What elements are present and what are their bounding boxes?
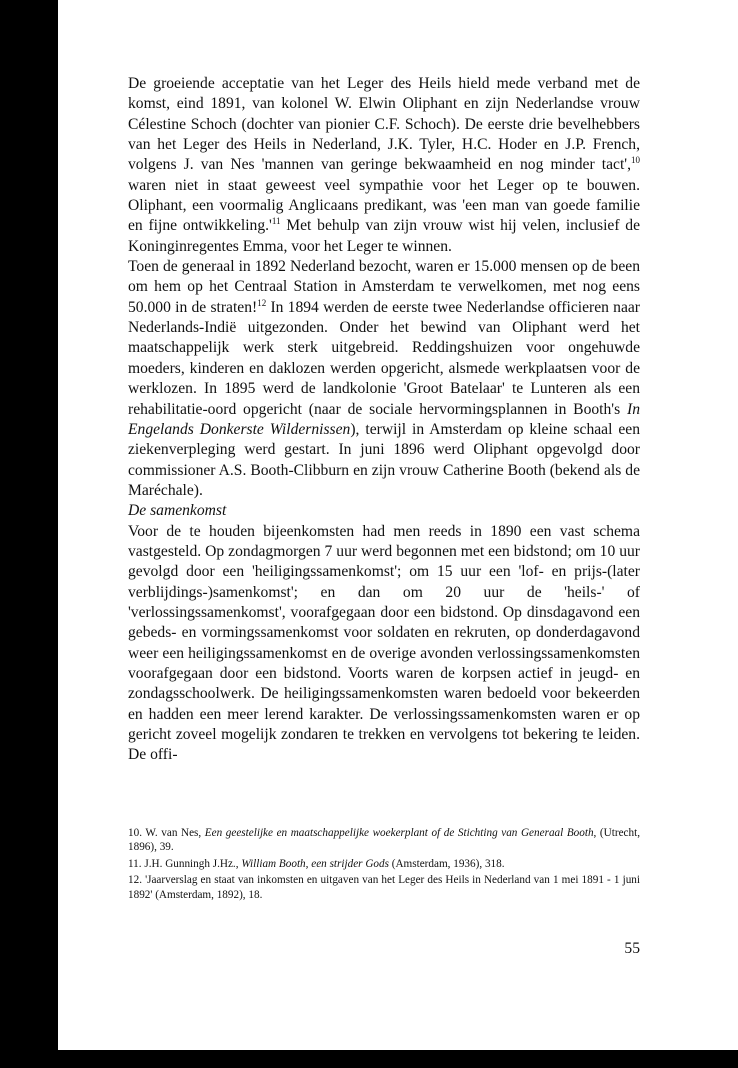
book-title: In Engelands Donkerste Wildernissen [128, 400, 640, 438]
paragraph-oliphant: De groeiende acceptatie van het Leger des Heils hield mede verband met de komst, eind 1891, van kolonel W. Elwin Oliphant en zijn Nederlandse vrouw Célestine Schoch (dochter van pionier C.F. Schoch). De eerste drie bevelhebbers van het Leger des Heils in Nederland, J.K. Tyler, H.C. Hoder en J.P. French, volgens J. van Nes 'mannen van geringe bekwaamheid en nog minder tact',$^{10}$ waren niet in staat geweest veel sympathie voor het Leger op te bouwen. Oliphant, een voormalig Anglicaans predikant, was 'een man van goede familie en fijne $ontwikkeling.'^{11}$ Met behulp van zijn vrouw wist hij velen, inclusief de Koninginregentes Emma, voor het Leger te winnen. [128, 75, 640, 255]
footnote-10: 10. W. van Nes, Een geestelijke en maatschappelijke woekerplant of de Stichting van Generaal Booth, (Utrecht, 1896), 39. [128, 827, 640, 854]
page-number: 55 [624, 940, 640, 957]
footnote-12: 12. 'Jaarverslag en staat van inkomsten en uitgaven van het Leger des Heils in Nederland van 1 mei 1891 - 1 juni 1892' (Amsterdam, 1892), 18. [128, 874, 640, 901]
section-heading: De samenkomst [128, 502, 227, 520]
footnote-ref-10: 10 [631, 155, 640, 166]
footnote-ref-11: 11 [271, 216, 281, 227]
scan-border-bottom [40, 1050, 738, 1068]
footnote-ref-12: 12 [257, 297, 267, 308]
body-text [128, 74, 640, 766]
scan-border-left [0, 0, 58, 1068]
paragraph-generaal: Toen de generaal in 1892 Nederland bezocht, waren er 15.000 mensen op de been om hem op het Centraal Station in Amsterdam te verwelkomen, met nog eens 50.000 in de straten!$^{12}$ In 1894 werden de eerste twee Nederlandse officieren naar Nederlands-Indië uitgezonden. Onder het bewind van Oliphant werd het maatschappelijk werk sterk uitgebreid. Reddingshuizen voor ongehuwde moeders, kinderen en daklozen werden opgericht, alsmede werkplaatsen voor de werklozen. In 1895 werd de landkolonie 'Groot Batelaar' te Lunteren als een rehabilitatie-oord opgericht (naar de sociale hervormingsplannen in Booth's In Engelands Donkerste Wildernissen), terwijl in Amsterdam op kleine schaal een ziekenverpleging werd gestart. In juni 1896 werd Oliphant opgevolgd door commissioner A.S. Booth-Clibburn en zijn vrouw Catherine Booth (bekend als de Maréchale). [128, 258, 640, 499]
paragraph-samenkomst: Voor de te houden bijeenkomsten had men reeds in 1890 een vast schema vastgesteld. Op zondagmorgen 7 uur werd begonnen met een bidstond; om 10 uur gevolgd door een 'heiligingssamenkomst'; om 15 uur een 'lof- en prijs-(later verblijdings-)samenkomst'; en dan om 20 uur de 'heils-' of 'verlossingssamenkomst', voorafgegaan door een bidstond. Op dinsdagavond een gebeds- en vormingssamenkomst voor soldaten en rekruten, op donderdagavond weer een heiligingssamenkomst en de overige avonden verlossingssamenkomsten voorafgegaan door een bidstond. Voorts waren de korpsen actief in jeugd- en zondagsschoolwerk. De heiligingssamenkomsten waren bedoeld voor bekeerden en hadden een meer lerend karakter. De verlossingssamenkomsten waren er op gericht zoveel mogelijk zondaren te trekken en vervolgens tot bekering te leiden. De offi- [128, 522, 640, 764]
footnotes [128, 826, 640, 904]
footnote-11: 11. J.H. Gunningh J.Hz., William Booth, een strijder Gods (Amsterdam, 1936), 318. [128, 857, 505, 870]
